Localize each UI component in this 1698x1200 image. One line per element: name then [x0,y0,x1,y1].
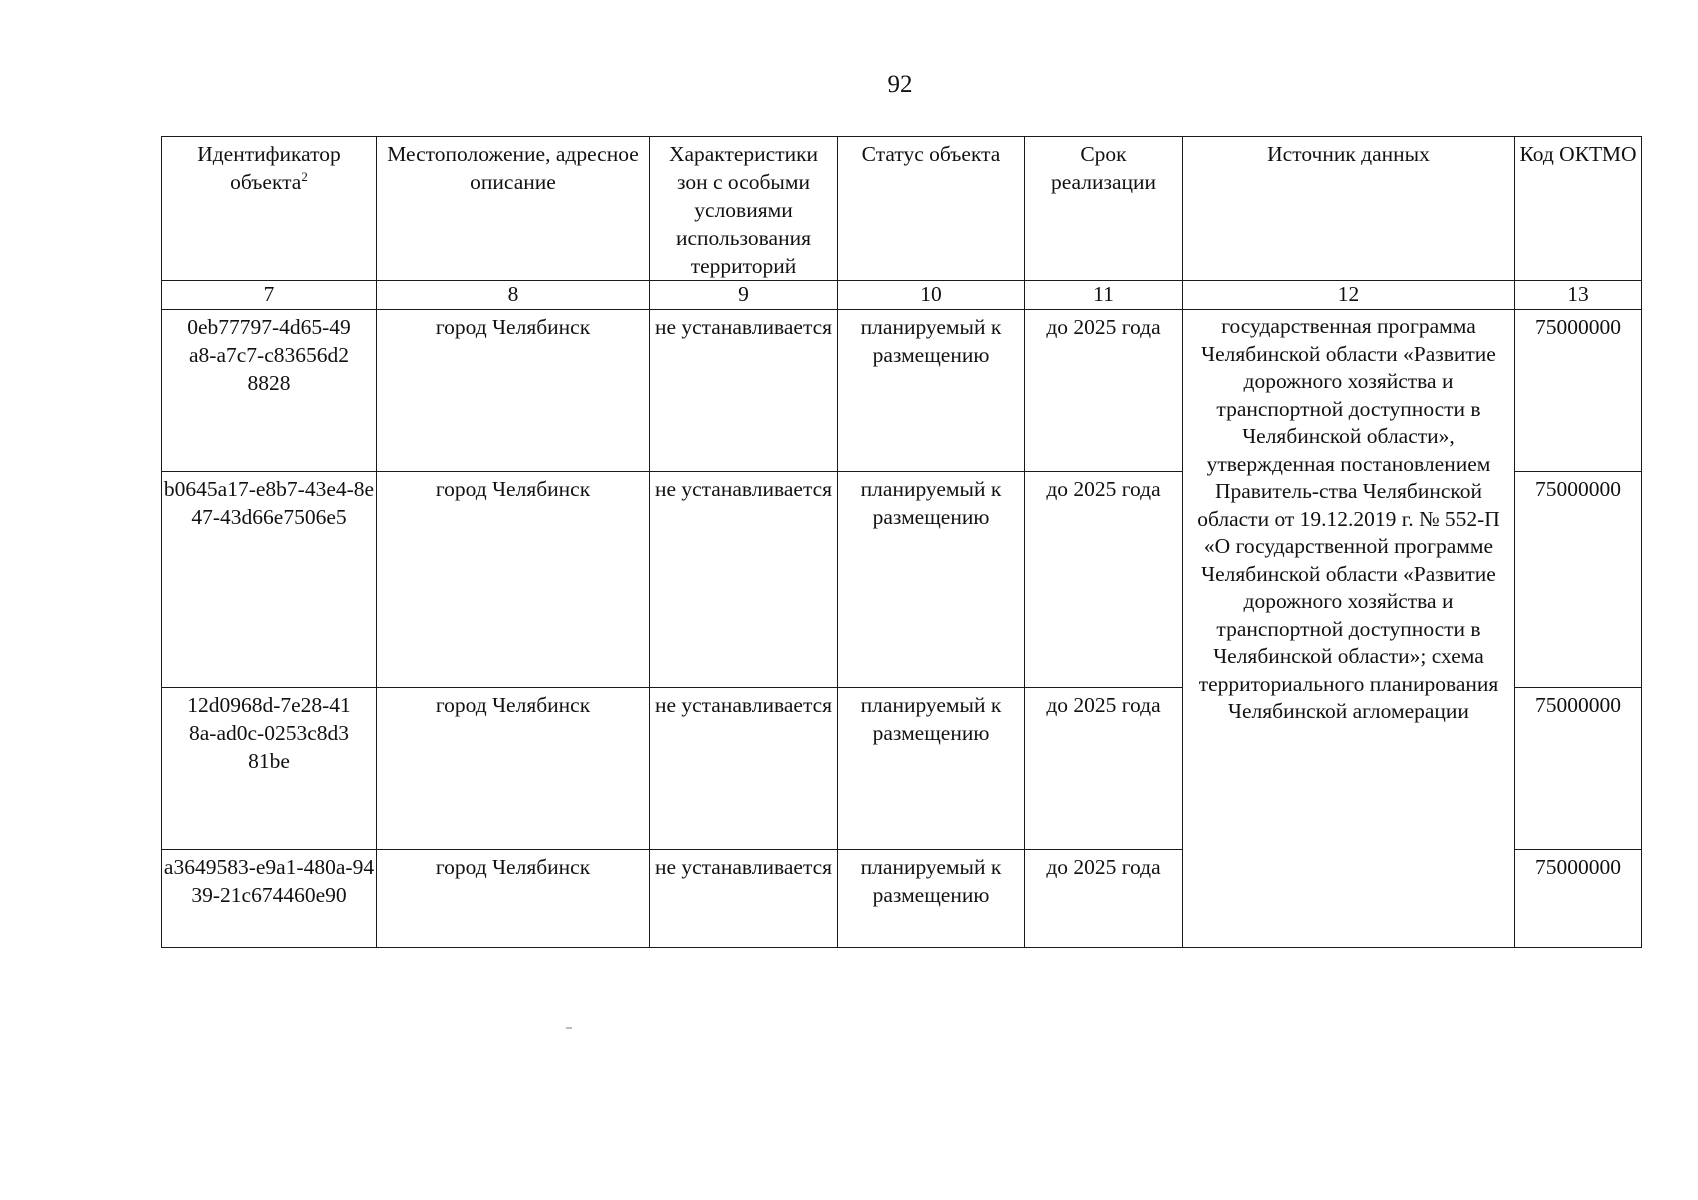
page-number: 92 [887,71,913,98]
object-id-cell: b0645a17-e8b7-43e4-8e47-43d66e7506e5 [162,472,377,688]
zones-cell: не устанавливается [650,688,838,850]
term-cell: до 2025 года [1025,310,1183,472]
location-cell: город Челябинск [377,688,650,850]
header-data-source: Источник данных [1183,137,1515,281]
object-id-cell: 0eb77797-4d65-49a8-a7c7-c83656d28828 [162,310,377,472]
data-source-cell: государственная программа Челябинской области «Развитие дорожного хозяйства и транспортной доступности в Челябинской области», утвержденная постановлением Правитель-ства Челябинской области от 19.12.2019 г. № 552-П «О государственной программе Челябинской области «Развитие дорожного хозяйства и транспортной доступности в Челябинской области»; схема территориального планирования Челябинской агломерации [1183,310,1515,948]
status-cell: планируемый к размещению [838,472,1025,688]
zones-cell: не устанавливается [650,310,838,472]
header-row [162,137,1642,281]
object-id-cell: 12d0968d-7e28-418a-ad0c-0253c8d381be [162,688,377,850]
footnote-marker: 2 [301,168,308,184]
term-cell: до 2025 года [1025,472,1183,688]
oktmo-cell: 75000000 [1515,850,1642,948]
header-location: Местоположение, адресное описание [377,137,650,281]
zones-cell: не устанавливается [650,850,838,948]
column-number: 11 [1025,281,1183,310]
column-number: 9 [650,281,838,310]
object-id-cell: a3649583-e9a1-480a-9439-21c674460e90 [162,850,377,948]
zones-cell: не устанавливается [650,472,838,688]
term-cell: до 2025 года [1025,850,1183,948]
status-cell: планируемый к размещению [838,850,1025,948]
header-term: Срок реализации [1025,137,1183,281]
header-oktmo: Код ОКТМО [1515,137,1642,281]
header-object-id: Идентификатор объекта$^2$ [162,137,377,281]
term-cell: до 2025 года [1025,688,1183,850]
status-cell: планируемый к размещению [838,310,1025,472]
objects-table [161,136,1642,948]
oktmo-cell: 75000000 [1515,472,1642,688]
oktmo-cell: 75000000 [1515,310,1642,472]
location-cell: город Челябинск [377,850,650,948]
column-number: 13 [1515,281,1642,310]
location-cell: город Челябинск [377,472,650,688]
location-cell: город Челябинск [377,310,650,472]
status-cell: планируемый к размещению [838,688,1025,850]
header-status: Статус объекта [838,137,1025,281]
column-number-row [162,281,1642,310]
column-number: 10 [838,281,1025,310]
scan-speck [566,1027,572,1029]
column-number: 8 [377,281,650,310]
table-row [162,310,1642,472]
column-number: 12 [1183,281,1515,310]
oktmo-cell: 75000000 [1515,688,1642,850]
column-number: 7 [162,281,377,310]
header-zones: Характеристики зон с особыми условиями использования территорий [650,137,838,281]
